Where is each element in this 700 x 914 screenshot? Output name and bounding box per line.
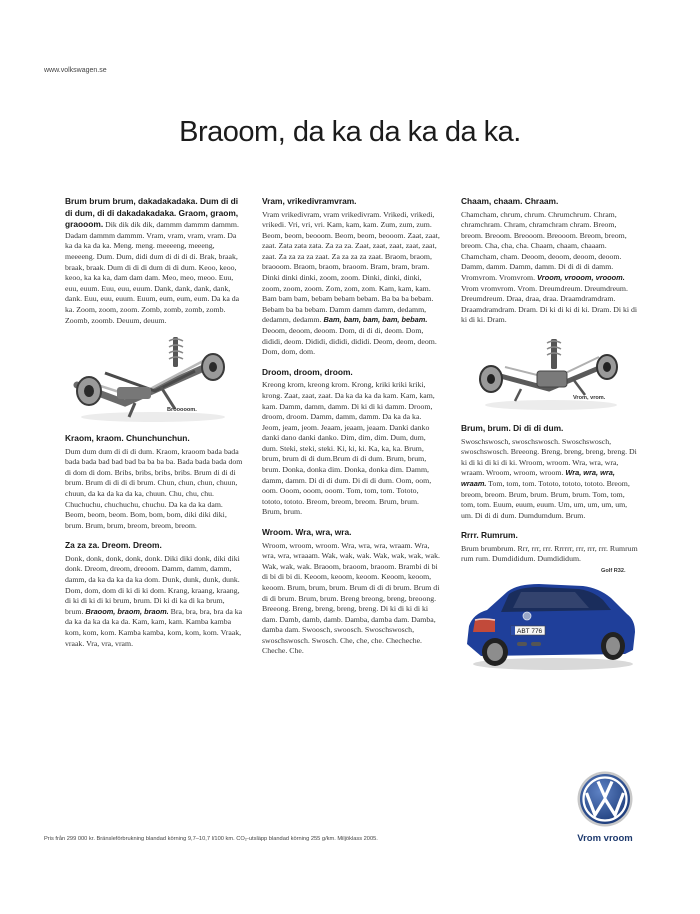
- rear-axle-drawing: [65, 333, 243, 425]
- license-plate-text: ABT 776: [517, 627, 543, 635]
- car-caption: Golf R32.: [601, 567, 626, 574]
- section-brum: [461, 423, 639, 521]
- section-heading: Za za za. Dreom. Dreom.: [65, 540, 162, 551]
- column-3: [461, 196, 639, 674]
- section-droom: [262, 367, 440, 518]
- section-chaam: [461, 196, 639, 326]
- front-axle-illustration: [461, 333, 639, 413]
- section-body: Dum dum dum di di di dum. Kraom, kraoom bada bada bada bada bad bad bad ba ba ba ba. Bada bada bada dom di dom di dom. Bribs, bribs, bribs, bribs. Brum di di di brum. Brum di di di di brum. Chun, chun, chun, chuun, chuun, da ka da ka da ka, chuun. Chu, chu, chu. Chuchuchu, chuchuchu, chuchu. Da ka da ka dam. Beom, beom, beom. Bom, bom, bom, diki diki diki, brum. Brum, brum, breom, breom, breom.: [65, 446, 243, 530]
- intro-body: Dik dik dik dik, dammm dammm dammm. Dadam dammm dammm. Vram, vram, vram, vram. Da ka da ka da ka. Meng. meng. meeeeng, meeeng, meeeeng. Dum. Dum, didi dum di di di di. Brak, braak, braak, braak. Dum di di di dum di di dum. Keoo, keoo, keoo, ka ka ka, dam dam dam. Meo, meo, meoo. Euu, euu, euum. Euu, euu, euum. Dank, dank, dank, dank, dank. Euu, euu, euum. Euum, eum, eum, eum. Da ka da ka. Zoom, zoom, zoom. Zomb, zomb, zomb, zomb. Zoomb, zoomb. Deuum, deuum.: [65, 220, 240, 325]
- illustration-caption-2: Vrom, vrom.: [573, 395, 606, 402]
- section-heading: Wroom. Wra, wra, wra.: [262, 527, 352, 538]
- section-heading: Vram, vrikedivramvram.: [262, 196, 357, 206]
- section-vram: [262, 196, 440, 358]
- column-2: [262, 196, 440, 666]
- section-wroom: [262, 527, 440, 657]
- section-body: Donk, donk, donk, donk, donk. Diki diki donk, diki diki donk. Dreom, dreom, dreoom. Damm, damm, damm, damm, da ka da ka da ka dom. Dunk, dunk, dunk, dunk. Dom, dom, dom di ki di ki dom. Krang, kraang, kraang, di ki di ki di ki brum, brum. Di ki di ka di ka brum, brum. Braoom, braom, braom. Bra, bra, bra, bra da ka da ka da ka da ka da. Kam, kam, kam. Kamba kamba kom, kom, kom. Kamba kamba, kom, kom, kom. Vraak, vraak. Vra, vra, vram.: [65, 553, 243, 648]
- site-url[interactable]: www.volkswagen.se: [44, 67, 107, 74]
- section-body: Kreong krom, kreong krom. Krong, kriki kriki kriki, krong. Zaat, zaat, zaat. Da ka da ka da kam. Kam, kam, kam. Damm, damm, damm. Di ki di ki damm. Droom, droom, droom. Damm, damm, damm. Da ka da ka. Jeom, jeam, jeom. Jeaam, jeaam, jeaam. Danki danko danki dano danki danko. Dim, dim, dim. Dum, dum, dum. Steki, steki, steki. Ki, ki, ki. Ka, ka, ka. Brum, brum, brum di di dum.Brum di di dum. Brum, brum, brum. Donka, donka dim. Donka, donka dim. Damm, damm, damm. Di di di dum. Di di di dum. Oom, oom, oom. Ooom, ooom, ooom. Tom, tom, tom. Tototo, tototo, tototo. Breom, breom, breom. Brum, brum. Brum, brum.: [262, 380, 435, 517]
- emphasis-text: Vroom, vrooom, vrooom.: [537, 273, 625, 283]
- emphasis-text: Wra, wra, wra, wraam.: [461, 468, 615, 488]
- section-heading: Droom, droom, droom.: [262, 366, 353, 377]
- column-1: [65, 196, 243, 658]
- tagline: Vrom vroom: [577, 833, 633, 844]
- headline: Braoom, da ka da ka da ka.: [179, 116, 521, 148]
- emphasis-text: Braoom, braom, braom.: [85, 606, 169, 616]
- section-body: Vram vrikedivram, vram vrikedivram. Vrikedi, vrikedi, vrikedi. Vri, vri, vri. Kam, kam, kam. Zum, zum, zum. Beom, beom, beooom. Beom, beom, beooom. Zaat, zaat, zaat. Zata zata zata. Za za za. Zaat, zaat, zaat, zaat, zaat, zaat. Za za za za zaat. Za za za za zaat. Braom, braom, braooom. Braom, braom, braoom. Bram, bram, bram. Dinki dinki dinki, zoom, zoom. Dinki, dinki, dinki, zoom, zoom, zoom. Zom, zom, zom. Kam, kam, kam. Bam bam bam, bebam bebam bebam. Ba ba ba bebam. Bebam ba ba bebam. Damm damm damm, dedamm, dedamm, dedamm. Bam, bam, bam, bam, bebam. Deoom, deoom, deoom. Dom, di di di, deom. Dom, dididi, deom. Dididi, dididi, dididi. Deom, deom, deom. Dom, dom, dom.: [262, 209, 440, 357]
- section-heading: Chaam, chaam. Chraam.: [461, 196, 559, 206]
- section-body: Swoschswosch, swoschswosch. Swoschswosch, swoschswosch. Breeong. Breng, breng, breng, breng. Di ki di ki di ki di ki. Wroom, wroom. Wra, wra, wra, wraam. Wroom, wroom, wroom. Wra, wra, wra, wraam. Tom, tom, tom. Tototo, tototo, tototo. Breom, breom, breom. Brum, brum. Brum, brum. Tom, tom, tom, tom. Euum, euum, euum. Um, um, um, um, um, um. Di di di dum. Dumdumdum. Brum.: [461, 436, 637, 520]
- section-heading: Kraom, kraom. Chunchunchun.: [65, 433, 190, 444]
- legal-footer: Pris från 299 000 kr. Bränsleförbrukning blandad körning 9,7–10,7 l/100 km. CO₂-utsläpp blandad körning 255 g/km. Miljöklass 2005.: [44, 836, 378, 842]
- section-body: Chamcham, chrum, chrum. Chrumchrum. Chram, chramchram. Chram, chramchram chram. Breom, breom. Breoom. Breooom. Breooom. Breom, breom, breom. Cha, cha, cha. Chaam, chaam, chaaam. Chamcham, cham. Deoom, deoom, deoom, deoom. Damm, damm. Damm, damm. Di di di di damm. Vromvrom. Vromvrom. Vroom, vrooom, vrooom. Vrom vromvrom. Vrom. Dreumdreum. Dreumdreum. Dreumdreum. Draa, draa, draa. Draamdramdram. Draamdramdram. Dram. Di ki di ki di ki. Dram. Di ki di ki di ki. Dram.: [461, 209, 638, 325]
- section-heading: Brum, brum. Di di di dum.: [461, 423, 564, 434]
- illustration-caption-1: Brooooom.: [167, 407, 197, 414]
- section-kraom: [65, 433, 243, 531]
- section-body: Brum brumbrum. Rrr, rrr, rrr. Rrrrrr, rrr, rrr, rrr. Rumrum rum rum. Dumdididum. Dumdididum.: [461, 543, 638, 564]
- section-rrrr: [461, 530, 639, 565]
- intro-paragraph: [65, 196, 243, 326]
- golf-r32-car-image: [461, 567, 639, 674]
- emphasis-text: Bam, bam, bam, bam, bebam.: [323, 315, 428, 325]
- section-heading: Rrrr. Rumrum.: [461, 530, 518, 541]
- section-body: Wroom, wroom, wroom. Wra, wra, wra, wraam. Wra, wra, wra, wraaam. Wak, wak, wak. Wak, wak, wak, wak. Wak, wak, wak. Braoom, braoom, braoom. Brambi di bi di bi di bi di. Keoom, keoom, keoom. Keoom, keoom, keoom. Brum, brum, brum. Brum di di di brum. Brum di di di brum. Brum, brum. Breng breong, breng, breoong. Breeong. Breng, breng, breng, breng. Di ki di ki di ki dam. Damb, damb, damb. Damba, damba dam. Damba, damba dam. Swoosch, swoosch. Swoschswosch, swoschswosch. Swosch. Che, che, che. Checheche. Cheche. Che.: [262, 540, 440, 656]
- vw-logo-icon[interactable]: [576, 770, 634, 828]
- section-intro: [65, 196, 243, 326]
- rear-axle-illustration: [65, 333, 243, 425]
- section-zazaza: [65, 540, 243, 649]
- intro-heading: Brum brum brum, dakadakadaka. Dum di di di dum, di di dakadakadaka. Graom, graom, graooom.: [65, 196, 239, 230]
- front-axle-drawing: [461, 333, 639, 413]
- vw-logo-drawing: [576, 770, 634, 828]
- car-drawing: [461, 574, 639, 674]
